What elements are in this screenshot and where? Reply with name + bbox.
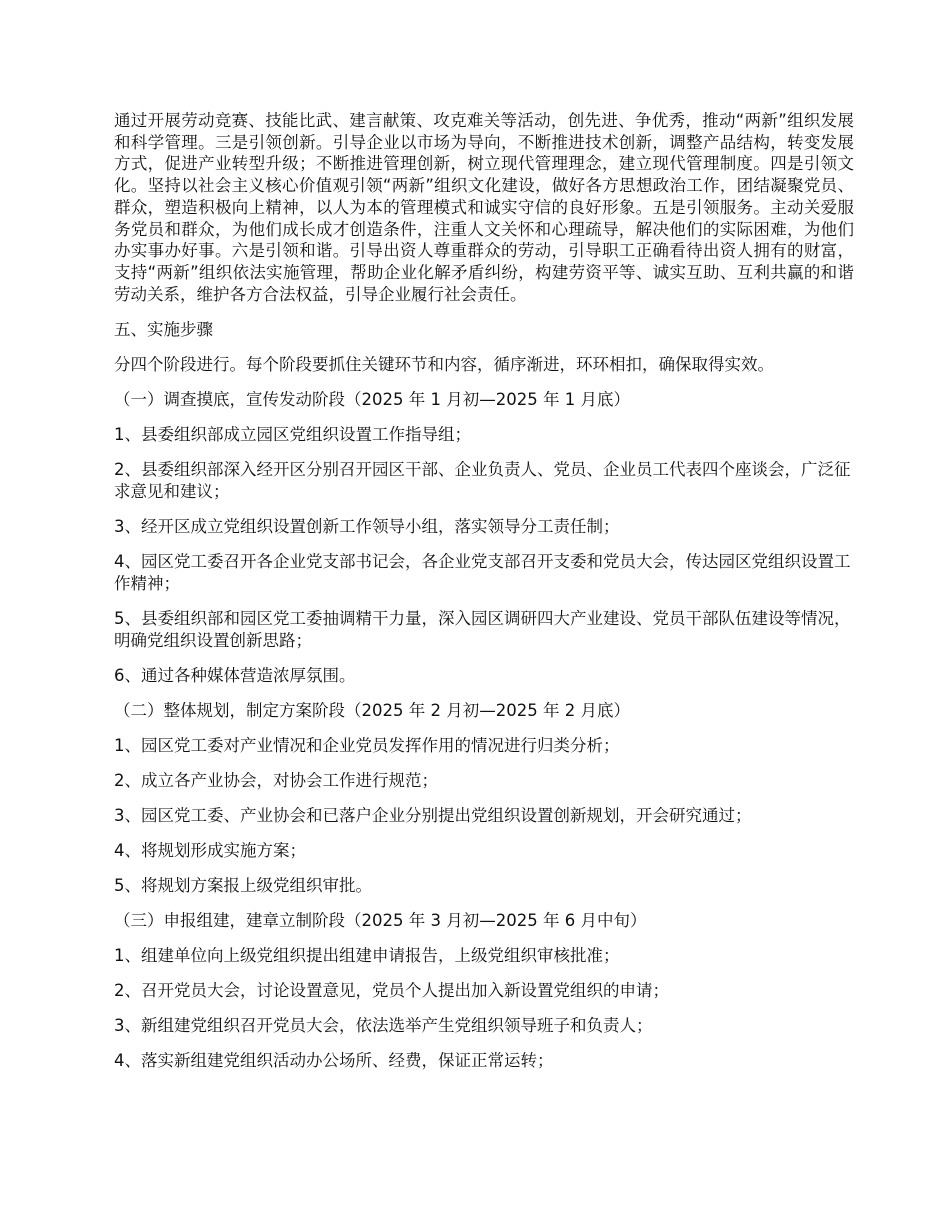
stage-1-item-5: 5、县委组织部和园区党工委抽调精干力量，深入园区调研四大产业建设、党员干部队伍建设等情况，明确党组织设置创新思路；	[114, 609, 851, 651]
stage-2-title: （二）整体规划，制定方案阶段（2025 年 2 月初—2025 年 2 月底）	[114, 701, 630, 721]
intro-paragraph: 通过开展劳动竞赛、技能比武、建言献策、攻克难关等活动，创先进、争优秀，推动“两新”组织发展和科学管理。三是引领创新。引导企业以市场为导向，不断推进技术创新，调整产品结构，转变发展方式，促进产业转型升级；不断推进管理创新，树立现代管理理念，建立现代管理制度。四是引领文化。坚持以社会主义核心价值观引领“两新”组织文化建设，做好各方思想政治工作，团结凝聚党员、群众，塑造积极向上精神，以人为本的管理模式和诚实守信的良好形象。五是引领服务。主动关爱服务党员和群众，为他们成长成才创造条件，注重人文关怀和心理疏导，解决他们的实际困难，为他们办实事办好事。六是引领和谐。引导出资人尊重群众的劳动，引导职工正确看待出资人拥有的财富，支持“两新”组织依法实施管理，帮助企业化解矛盾纠纷，构建劳资平等、诚实互助、互利共赢的和谐劳动关系，维护各方合法权益，引导企业履行社会责任。	[114, 111, 854, 304]
stage-3-item-2: 2、召开党员大会，讨论设置意见，党员个人提出加入新设置党组织的申请；	[114, 981, 669, 1001]
stage-1-item-6: 6、通过各种媒体营造浓厚氛围。	[114, 666, 356, 686]
stage-3-item-3: 3、新组建党组织召开党员大会，依法选举产生党组织领导班子和负责人；	[114, 1016, 653, 1036]
stage-2-item-3: 3、园区党工委、产业协会和已落户企业分别提出党组织设置创新规划，开会研究通过；	[114, 806, 752, 826]
stage-1-item-2: 2、县委组织部深入经开区分别召开园区干部、企业负责人、党员、企业员工代表四个座谈会，广泛征求意见和建议；	[114, 460, 851, 502]
stage-3-title: （三）申报组建，建章立制阶段（2025 年 3 月初—2025 年 6 月中旬）	[114, 911, 647, 931]
document-body	[114, 110, 854, 1085]
stage-2-item-4: 4、将规划形成实施方案；	[114, 841, 306, 861]
stage-3-item-1: 1、组建单位向上级党组织提出组建申请报告，上级党组织审核批准；	[114, 946, 620, 966]
stage-1-item-1: 1、县委组织部成立园区党组织设置工作指导组；	[114, 425, 471, 445]
stage-1-item-3: 3、经开区成立党组织设置创新工作领导小组，落实领导分工责任制；	[114, 517, 620, 537]
stage-3-item-4: 4、落实新组建党组织活动办公场所、经费，保证正常运转；	[114, 1051, 554, 1071]
stage-2-item-1: 1、园区党工委对产业情况和企业党员发挥作用的情况进行归类分析；	[114, 736, 620, 756]
stage-1-title: （一）调查摸底，宣传发动阶段（2025 年 1 月初—2025 年 1 月底）	[114, 390, 630, 410]
section-intro: 分四个阶段进行。每个阶段要抓住关键环节和内容，循序渐进，环环相扣，确保取得实效。	[114, 355, 774, 375]
section-heading: 五、实施步骤	[114, 320, 213, 340]
stage-1-item-4: 4、园区党工委召开各企业党支部书记会，各企业党支部召开支委和党员大会，传达园区党组织设置工作精神；	[114, 552, 851, 594]
stage-2-item-5: 5、将规划方案报上级党组织审批。	[114, 876, 372, 896]
stage-2-item-2: 2、成立各产业协会，对协会工作进行规范；	[114, 771, 438, 791]
